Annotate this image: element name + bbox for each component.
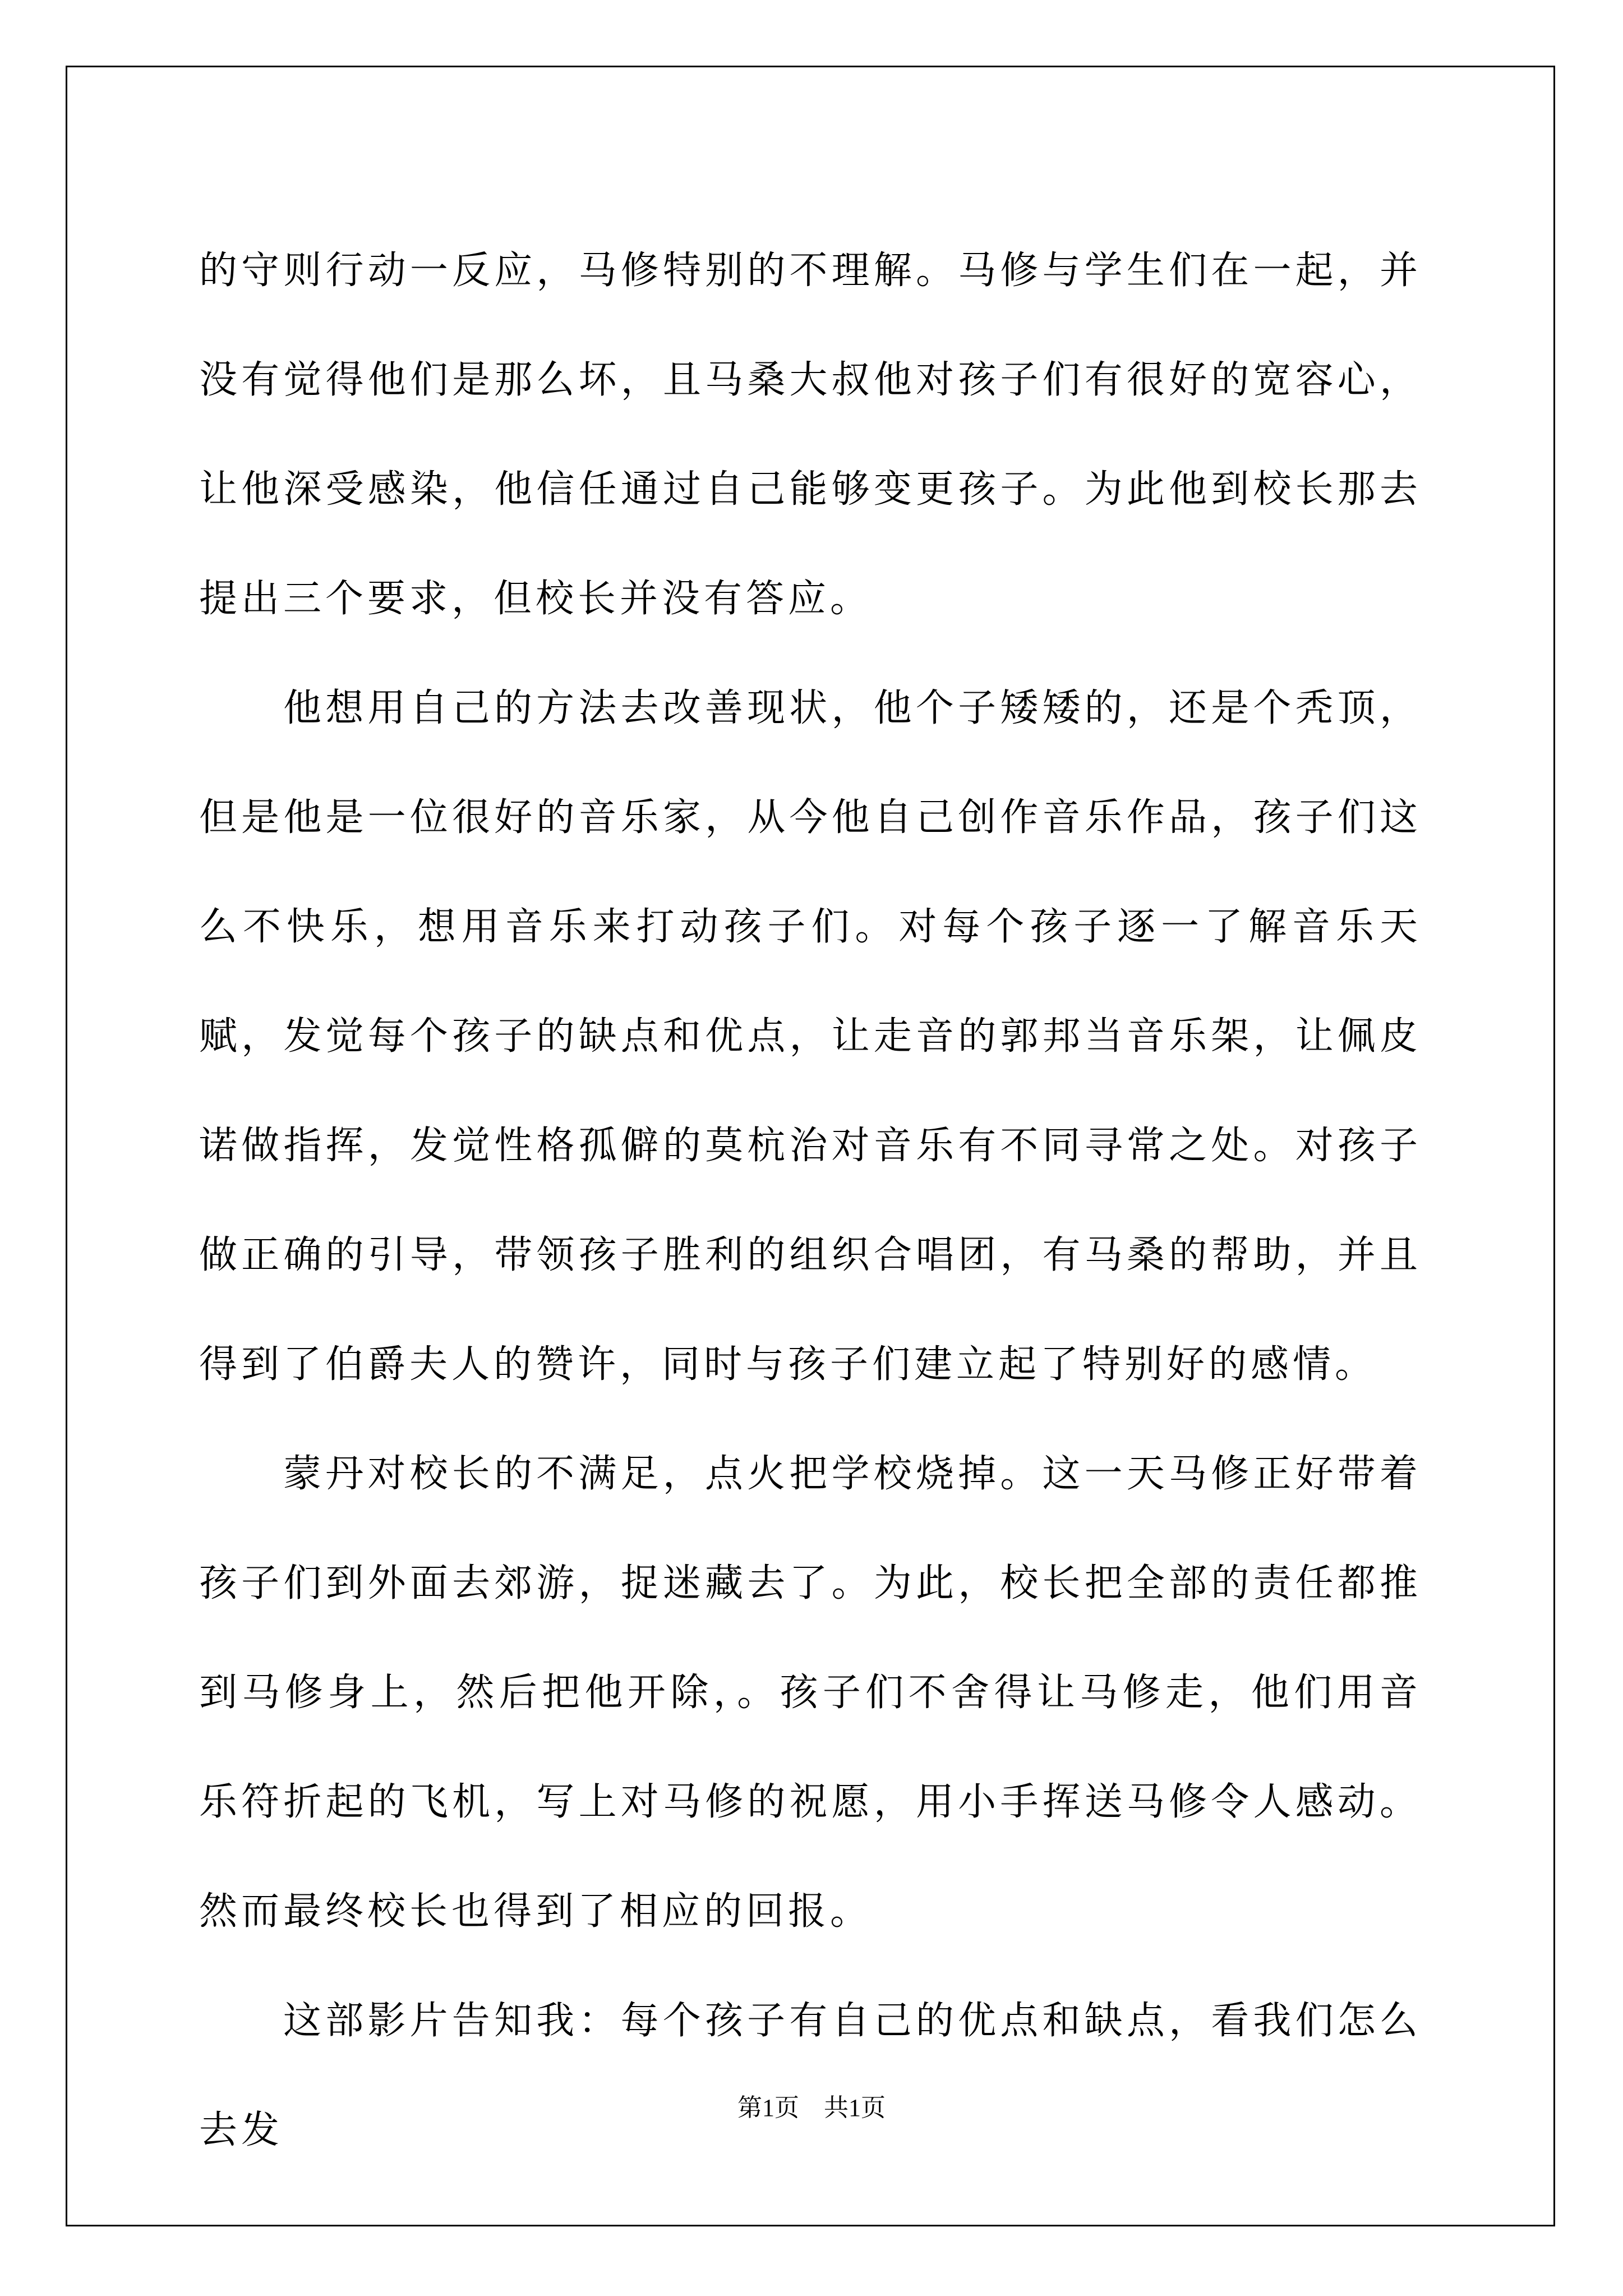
paragraph-2: 他想用自己的方法去改善现状，他个子矮矮的，还是个秃顶，但是他是一位很好的音乐家，从今他自己创作音乐作品，孩子们这么不快乐，想用音乐来打动孩子们。对每个孩子逐一了解音乐天赋，发觉每个孩子的缺点和优点，让走音的郭邦当音乐架，让佩皮诺做指挥，发觉性格孤僻的莫杭治对音乐有不同寻常之处。对孩子做正确的引导，带领孩子胜利的组织合唱团，有马桑的帮助，并且得到了伯爵夫人的赞许，同时与孩子们建立起了特别好的感情。 xyxy=(199,686,1422,1387)
paragraph-1: 的守则行动一反应，马修特别的不理解。马修与学生们在一起，并没有觉得他们是那么坏，且马桑大叔他对孩子们有很好的宽容心，让他深受感染，他信任通过自己能够变更孩子。为此他到校长那去提出三个要求，但校长并没有答应。 xyxy=(199,249,1422,621)
document-body xyxy=(199,216,1422,2185)
paragraph-3: 蒙丹对校长的不满足，点火把学校烧掉。这一天马修正好带着孩子们到外面去郊游，捉迷藏去了。为此，校长把全部的责任都推到马修身上，然后把他开除，。孩子们不舍得让马修走，他们用音乐符折起的飞机，写上对马修的祝愿，用小手挥送马修令人感动。然而最终校长也得到了相应的回报。 xyxy=(199,1452,1422,1934)
paragraph-4: 这部影片告知我：每个孩子有自己的优点和缺点，看我们怎么去发 xyxy=(199,1999,1422,2152)
page-footer: 第1页 共1页 xyxy=(737,2094,886,2122)
